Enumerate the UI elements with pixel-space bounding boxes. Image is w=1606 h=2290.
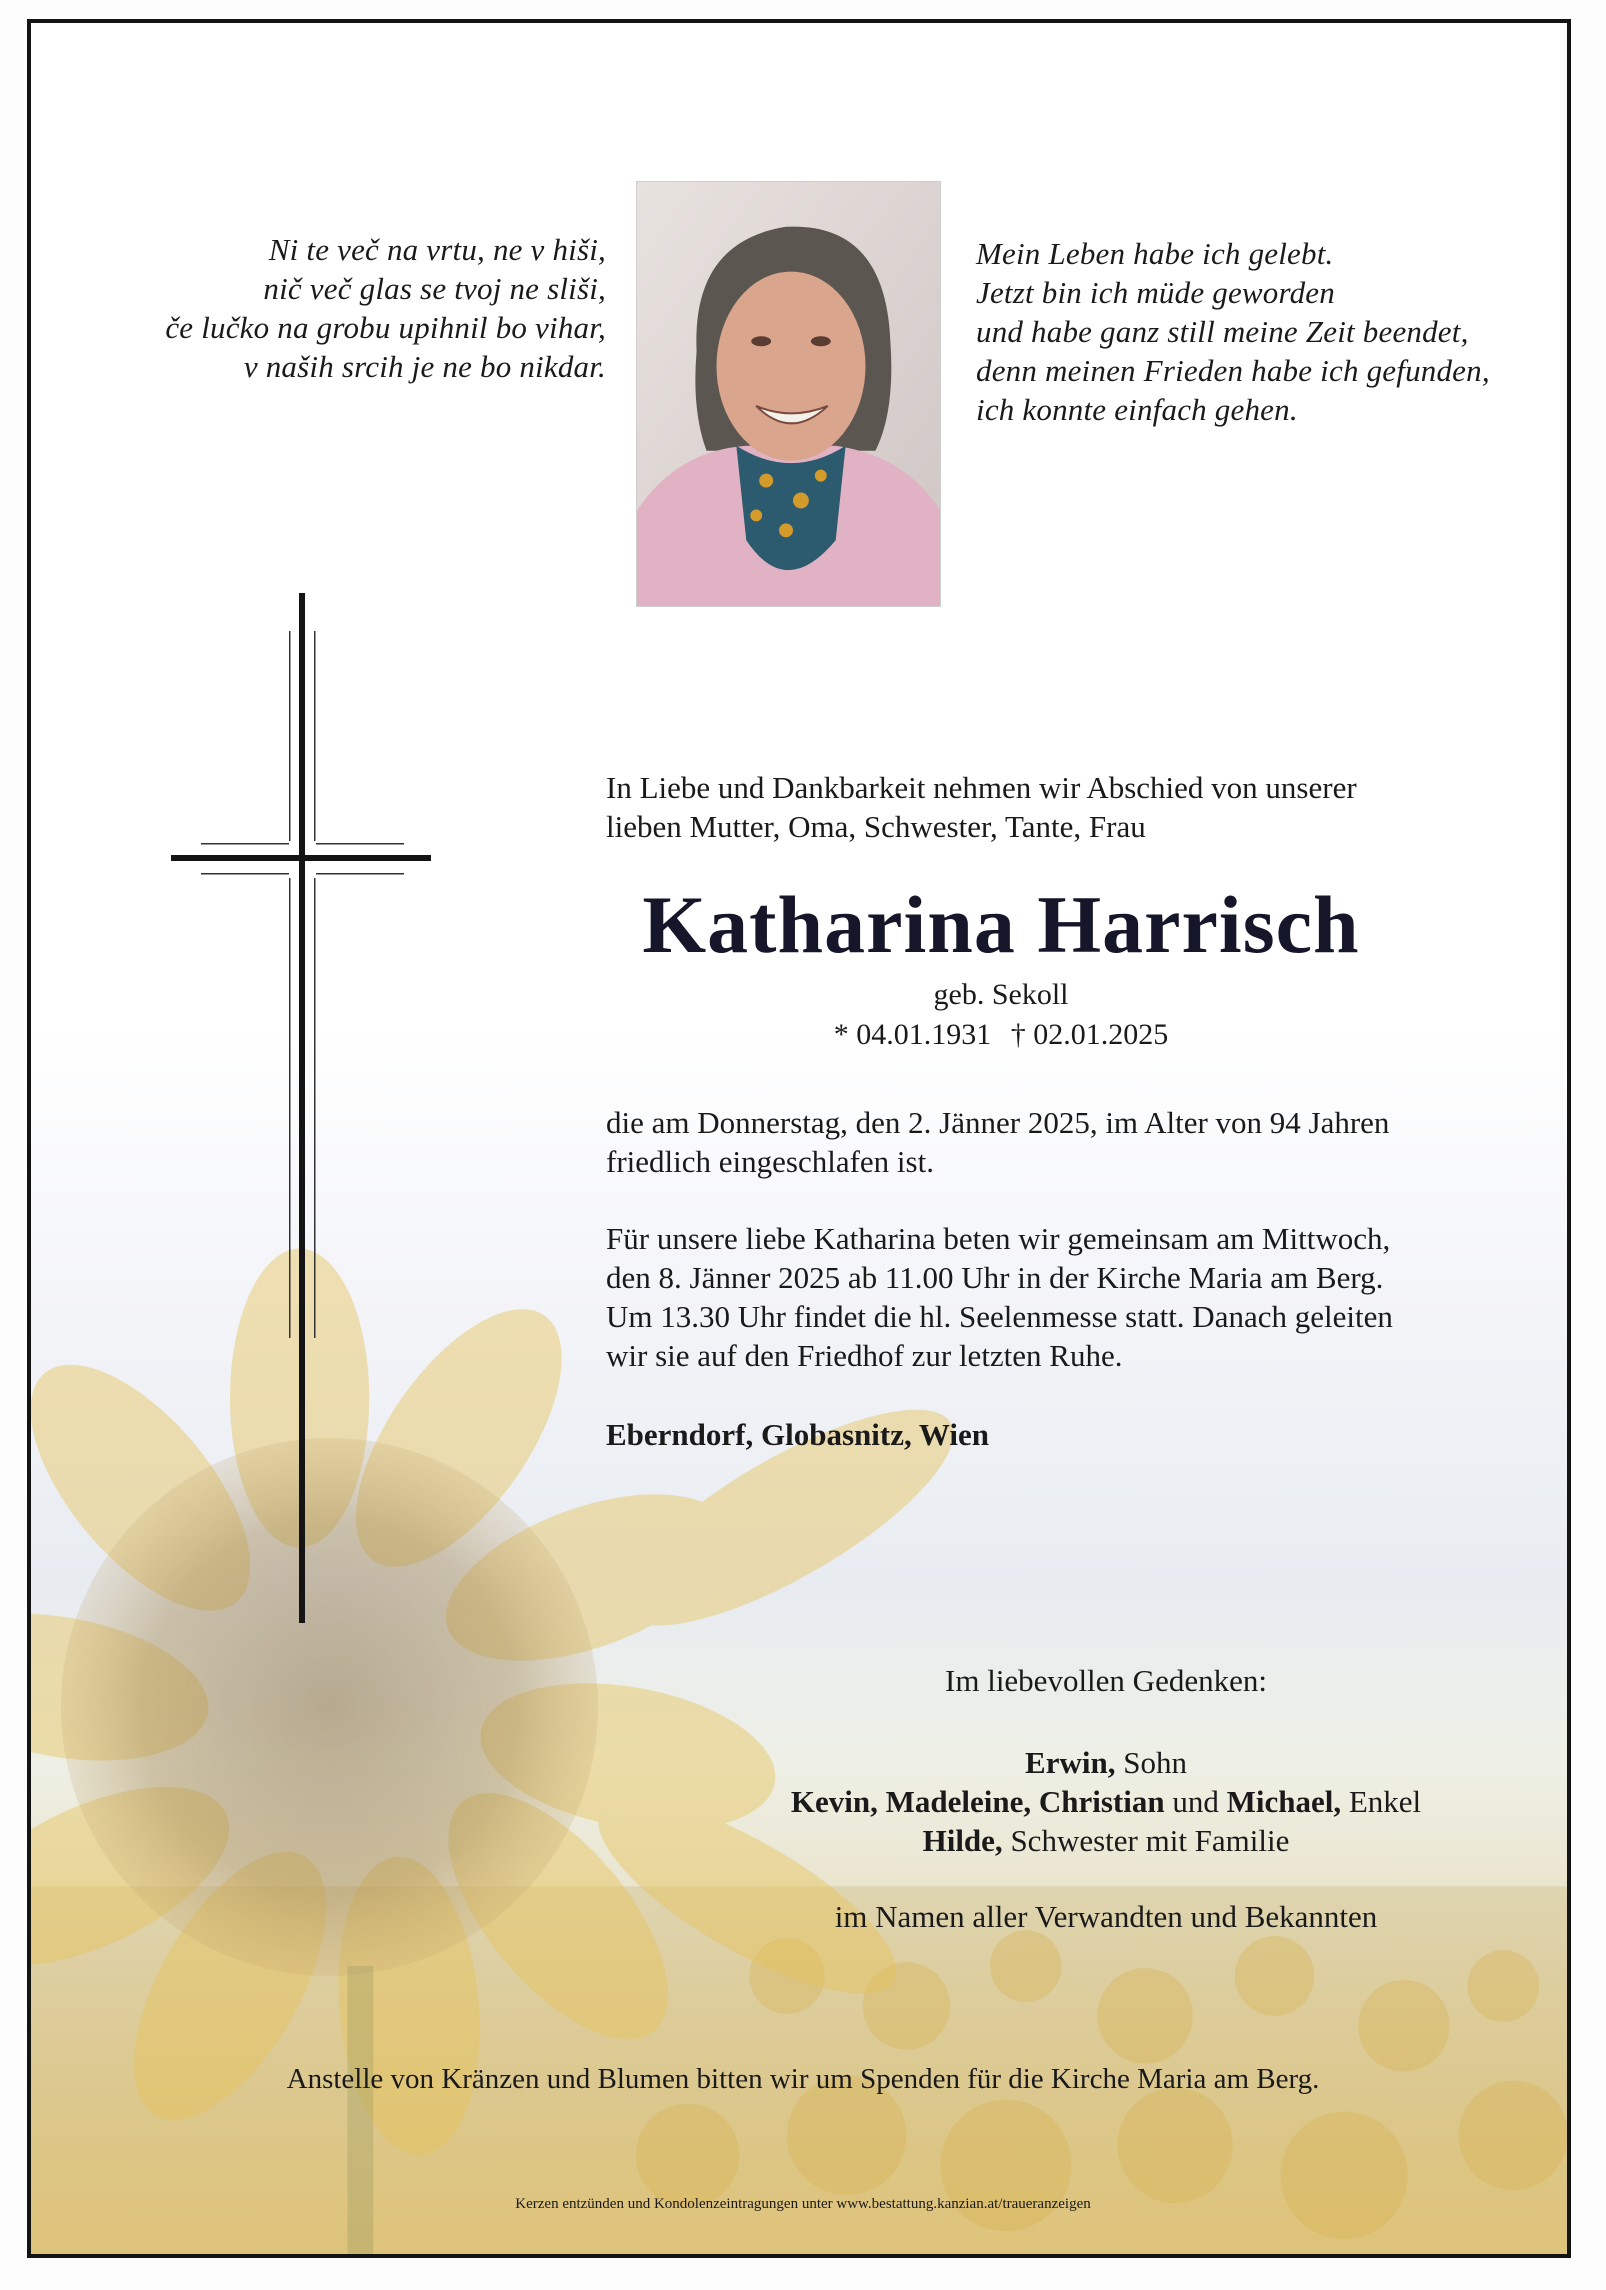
- intro-line: lieben Mutter, Oma, Schwester, Tante, Frau: [606, 809, 1146, 844]
- family-member-name: Hilde,: [922, 1823, 1003, 1858]
- cross-icon: [171, 593, 431, 1623]
- paragraph-line: friedlich eingeschlafen ist.: [606, 1144, 934, 1179]
- paragraph-line: wir sie auf den Friedhof zur letzten Ruhe.: [606, 1338, 1123, 1373]
- obituary-card: [27, 19, 1571, 2258]
- poem-line: v naših srcih je ne bo nikdar.: [243, 349, 606, 384]
- relatives-line: im Namen aller Verwandten und Bekannten: [834, 1899, 1378, 1934]
- family-relation: Sohn: [1115, 1745, 1187, 1780]
- poem-right: [976, 234, 1490, 429]
- poem-line: und habe ganz still meine Zeit beendet,: [976, 314, 1469, 349]
- death-date: † 02.01.2025: [1010, 1018, 1169, 1051]
- paragraph-line: die am Donnerstag, den 2. Jänner 2025, im Alter von 94 Jahren: [606, 1105, 1390, 1140]
- portrait-photo: [636, 181, 941, 607]
- paragraph-line: Für unsere liebe Katharina beten wir gemeinsam am Mittwoch,: [606, 1221, 1391, 1256]
- donation-note: Anstelle von Kränzen und Blumen bitten wir um Spenden für die Kirche Maria am Berg.: [286, 2063, 1320, 2095]
- poem-line: denn meinen Frieden habe ich gefunden,: [976, 353, 1490, 388]
- intro-text: [606, 768, 1357, 846]
- family-member-name: Erwin,: [1025, 1745, 1116, 1780]
- footer-condolence-link[interactable]: Kerzen entzünden und Kondolenzeintragungen unter www.bestattung.kanzian.at/traueranzeigen: [515, 2196, 1091, 2212]
- family-list: [606, 1743, 1571, 1860]
- poem-line: nič več glas se tvoj ne sliši,: [263, 271, 606, 306]
- family-member-name: Kevin, Madeleine, Christian: [790, 1784, 1165, 1819]
- birth-date: * 04.01.1931: [833, 1018, 992, 1051]
- poem-left: [165, 230, 606, 386]
- poem-line: Ni te več na vrtu, ne v hiši,: [268, 232, 606, 267]
- family-line: [606, 1821, 1571, 1860]
- life-dates: [606, 1018, 1396, 1052]
- paragraph-line: den 8. Jänner 2025 ab 11.00 Uhr in der Kirche Maria am Berg.: [606, 1260, 1384, 1295]
- paragraph-line: Um 13.30 Uhr findet die hl. Seelenmesse statt. Danach geleiten: [606, 1299, 1393, 1334]
- poem-line: ich konnte einfach gehen.: [976, 392, 1298, 427]
- memorial-heading: Im liebevollen Gedenken:: [945, 1663, 1267, 1698]
- family-relation: Schwester mit Familie: [1002, 1823, 1290, 1858]
- deceased-name: Katharina Harrisch: [642, 879, 1360, 970]
- intro-line: In Liebe und Dankbarkeit nehmen wir Abschied von unserer: [606, 770, 1357, 805]
- family-relation: Enkel: [1341, 1784, 1422, 1819]
- family-connector: und: [1164, 1784, 1227, 1819]
- places: Eberndorf, Globasnitz, Wien: [606, 1417, 989, 1452]
- birth-name: geb. Sekoll: [933, 978, 1069, 1011]
- service-paragraph: [606, 1219, 1393, 1375]
- family-line: [606, 1782, 1571, 1821]
- passing-paragraph: [606, 1103, 1389, 1181]
- poem-line: če lučko na grobu upihnil bo vihar,: [165, 310, 606, 345]
- family-line: [606, 1743, 1571, 1782]
- poem-line: Jetzt bin ich müde geworden: [976, 275, 1335, 310]
- family-member-name: Michael,: [1226, 1784, 1342, 1819]
- poem-line: Mein Leben habe ich gelebt.: [976, 236, 1334, 271]
